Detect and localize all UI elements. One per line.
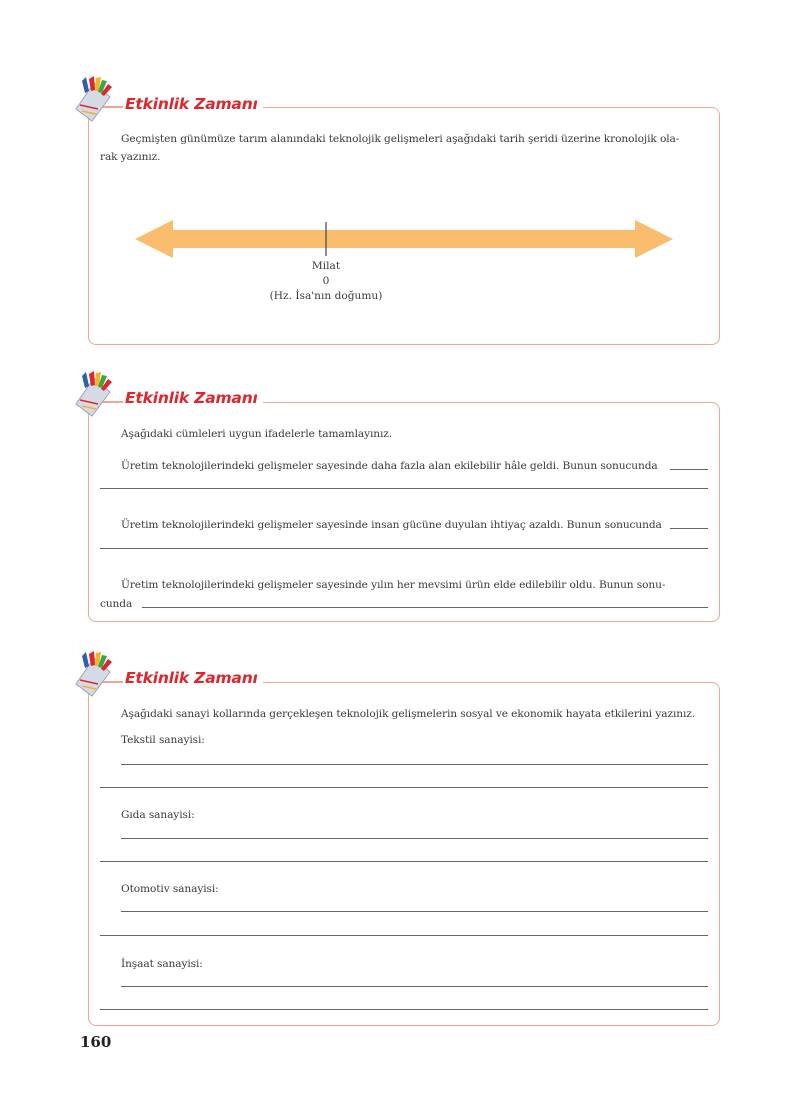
industry-label-automotive: Otomotiv sanayisi:	[121, 883, 219, 895]
instruction-line-2: rak yazınız.	[100, 151, 161, 163]
sentence-3-line-2: cunda	[100, 598, 133, 610]
answer-line[interactable]	[121, 911, 708, 912]
instruction-text: Aşağıdaki cümleleri uygun ifadelerle tamamlayınız.	[121, 428, 393, 440]
answer-line[interactable]	[121, 986, 708, 987]
industry-label-textile: Tekstil sanayisi:	[121, 734, 205, 746]
sentence-2: Üretim teknolojilerindeki gelişmeler sayesinde insan gücüne duyulan ihtiyaç azaldı. Bunun sonucunda	[121, 519, 662, 531]
milat-label: Milat	[311, 260, 341, 272]
instruction-text: Aşağıdaki sanayi kollarında gerçekleşen teknolojik gelişmelerin sosyal ve ekonomik hayata etkilerini yazınız.	[121, 708, 695, 720]
activity-badge-icon	[72, 370, 118, 418]
page-number: 160	[80, 1033, 112, 1051]
industry-label-construction: İnşaat sanayisi:	[121, 958, 203, 970]
activity-badge-icon	[72, 650, 118, 698]
answer-line[interactable]	[100, 935, 708, 936]
answer-line[interactable]	[100, 787, 708, 788]
timeline-arrow	[135, 219, 675, 259]
milat-value: 0	[322, 275, 330, 287]
sentence-1: Üretim teknolojilerindeki gelişmeler sayesinde daha fazla alan ekilebilir hâle geldi. Bunun sonucunda	[121, 460, 658, 472]
instruction-line-1: Geçmişten günümüze tarım alanındaki teknolojik gelişmeleri aşağıdaki tarih şeridi üzerine kronolojik ola-	[121, 133, 680, 145]
milat-note: (Hz. İsa'nın doğumu)	[269, 290, 383, 302]
industry-label-food: Gıda sanayisi:	[121, 809, 195, 821]
sentence-3-line-1: Üretim teknolojilerindeki gelişmeler sayesinde yılın her mevsimi ürün elde edilebilir oldu. Bunun sonu-	[121, 579, 666, 591]
answer-line[interactable]	[100, 1009, 708, 1010]
activity-badge-icon	[72, 75, 118, 123]
answer-line[interactable]	[100, 861, 708, 862]
answer-line[interactable]	[670, 469, 708, 470]
activity-title-1: Etkinlik Zamanı	[123, 95, 263, 113]
activity-title-2: Etkinlik Zamanı	[123, 389, 263, 407]
activity-title-3: Etkinlik Zamanı	[123, 669, 263, 687]
answer-line[interactable]	[670, 528, 708, 529]
answer-line[interactable]	[121, 764, 708, 765]
answer-line[interactable]	[142, 607, 708, 608]
answer-line[interactable]	[100, 488, 708, 489]
answer-line[interactable]	[100, 548, 708, 549]
answer-line[interactable]	[121, 838, 708, 839]
